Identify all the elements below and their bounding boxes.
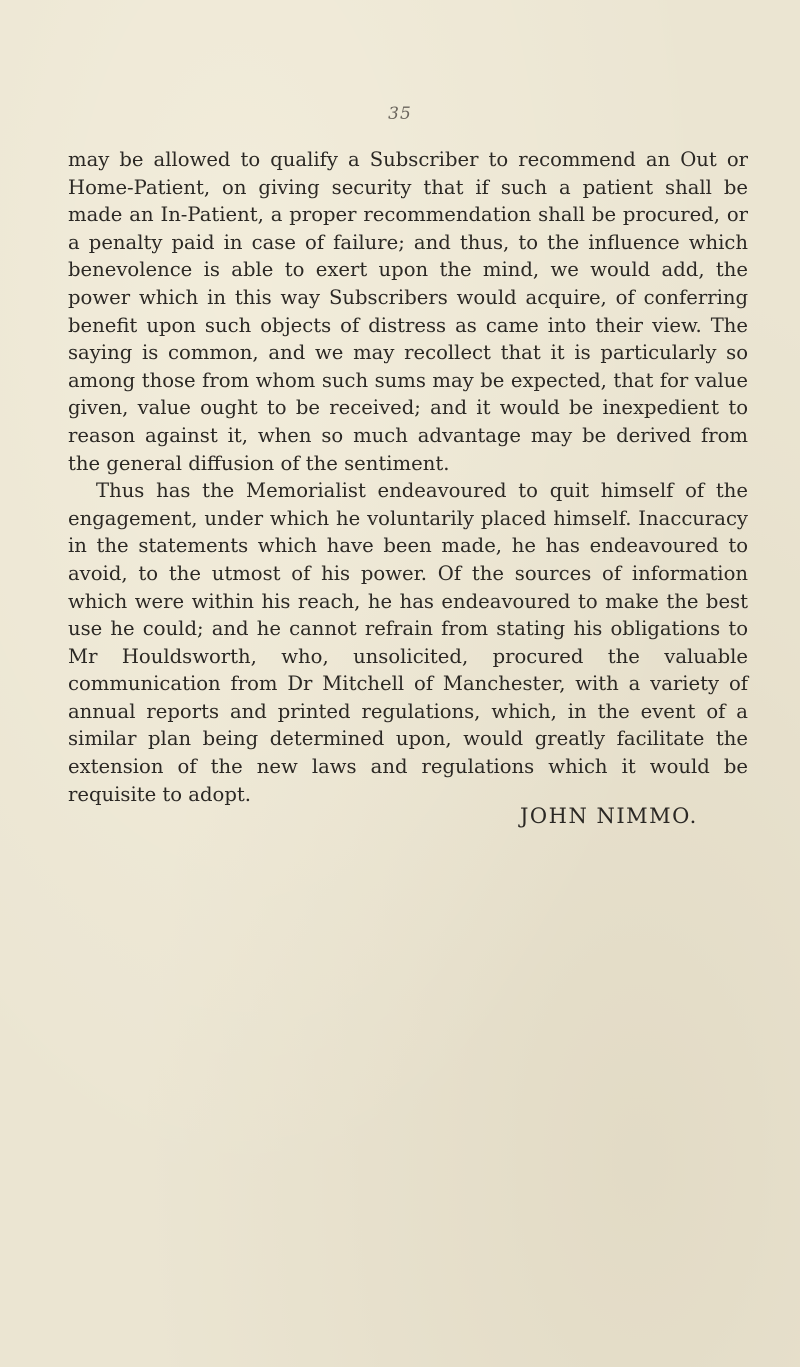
body-text <box>68 146 748 808</box>
page-number: 35 <box>388 104 412 124</box>
paragraph-memorialist: Thus has the Memorialist endeavoured to quit himself of the engagement, under which he voluntarily placed himself. Inaccuracy in the statements which have been made, he has endeavoured to avoid, to the utmost of his power. Of the sources of information which were within his reach, he has endeavoured to make the best use he could; and he cannot refrain from stating his obligations to Mr Houldsworth, who, unsolicited, procured the valuable communication from Dr Mitchell of Manchester, with a variety of annual reports and printed regulations, which, in the event of a similar plan being determined upon, would greatly facilitate the extension of the new laws and regulations which it would be requisite to adopt. <box>68 479 748 806</box>
signature: JOHN NIMMO. <box>520 804 698 828</box>
paragraph-continuation: may be allowed to qualify a Subscriber to recommend an Out or Home-Patient, on giving security that if such a patient shall be made an In-Patient, a proper recommendation shall be procured, or a penalty paid in case of failure; and thus, to the influence which benevolence is able to exert upon the mind, we would add, the power which in this way Subscribers would acquire, of conferring benefit upon such objects of distress as came into their view. The saying is common, and we may recollect that it is particularly so among those from whom such sums may be expected, that for value given, value ought to be received; and it would be inexpedient to reason against it, when so much advantage may be derived from the general diffusion of the sentiment. <box>68 148 748 475</box>
